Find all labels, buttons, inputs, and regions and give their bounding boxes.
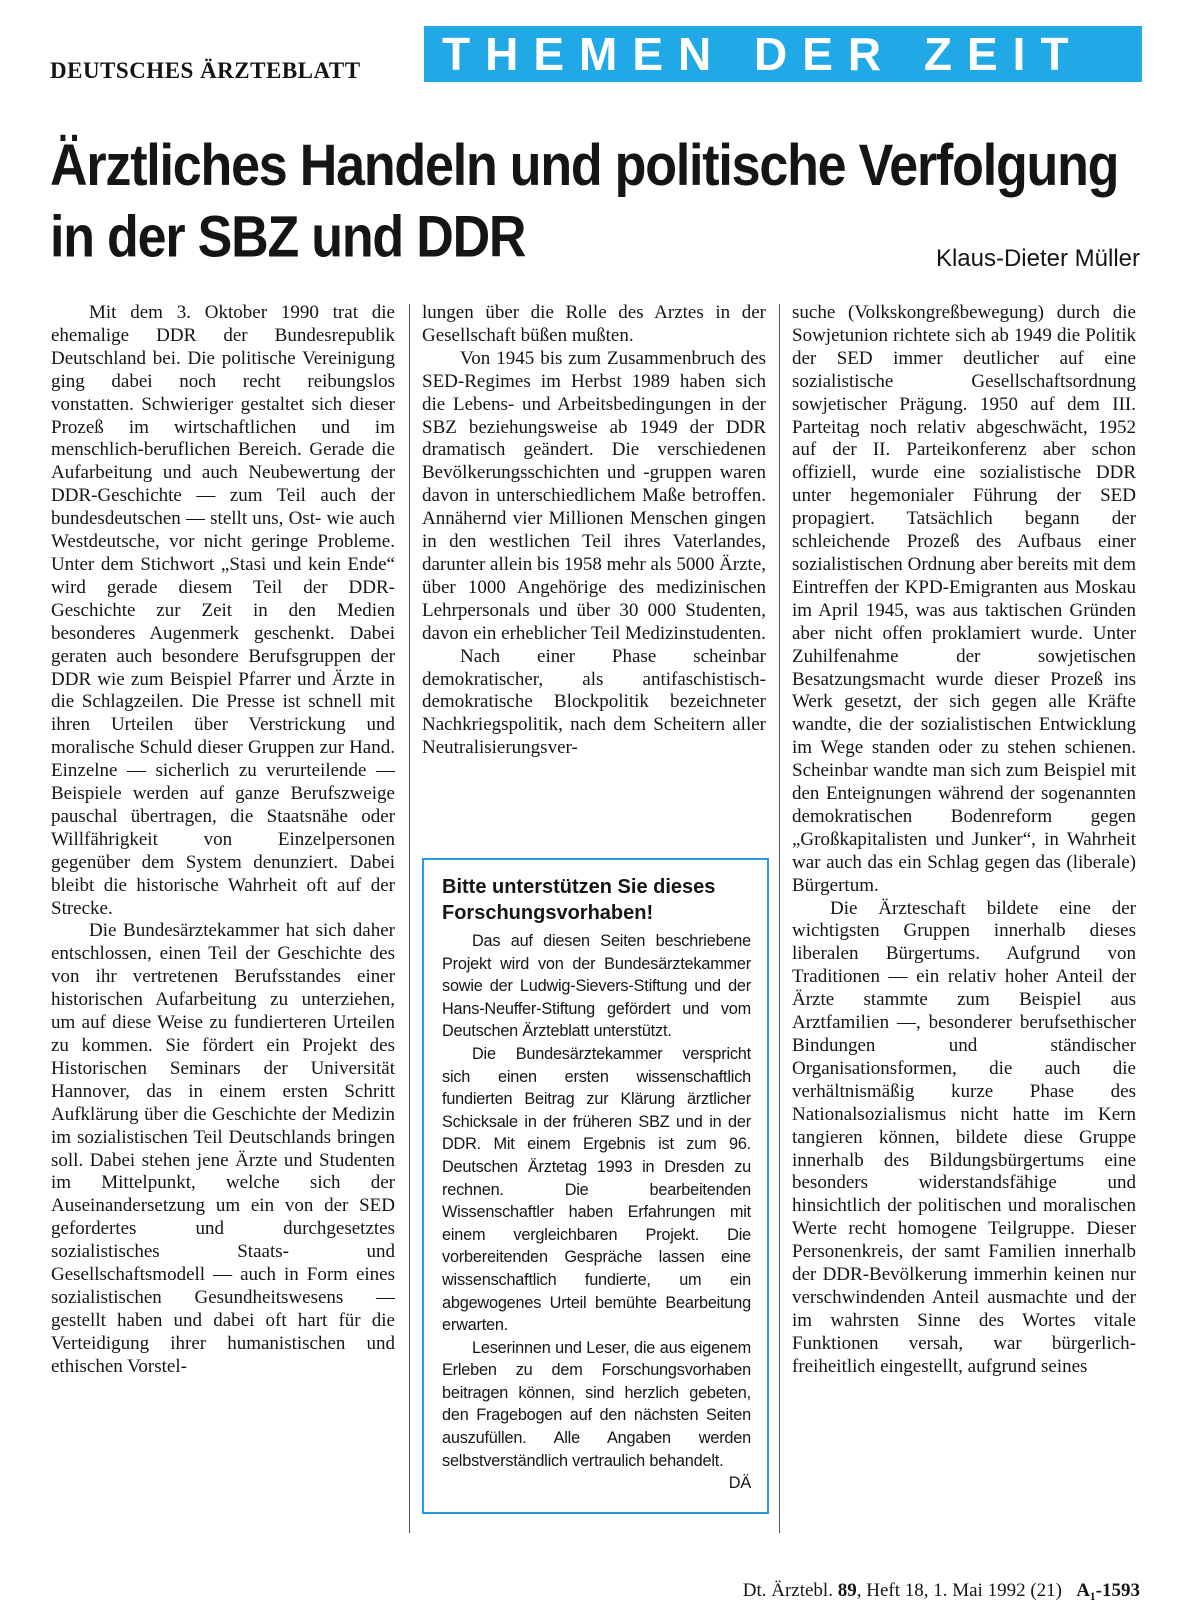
footer-journal: Dt. Ärztebl. [742,1580,833,1601]
paragraph: Mit dem 3. Oktober 1990 trat die ehemalige DDR der Bundesrepublik Deutschland bei. Die politische Vereinigung ging dabei noch recht reibungslos vonstatten. Schwieriger gestaltet sich dieser Prozeß im wirtschaftlichen und im menschlich-beruflichen Bereich. Gerade die Aufarbeitung und auch Neubewertung der DDR-Geschichte — zum Teil auch der bundesdeutschen — stellt uns, Ost- wie auch Westdeutsche, vor nicht geringe Probleme. Unter dem Stichwort „Stasi und kein Ende“ wird gerade diesem Teil der DDR-Geschichte zur Zeit in den Medien besonderes Augenmerk geschenkt. Dabei geraten auch besondere Berufsgruppen der DDR wie zum Beispiel Pfarrer und Ärzte in die Schlagzeilen. Die Presse ist schnell mit ihren Urteilen über Verstrickung und moralische Schuld dieser Gruppen zur Hand. Einzelne — sicherlich zu verurteilende — Beispiele werden auf ganze Berufszweige pauschal übertragen, die Staatsnähe oder Willfährigkeit von Einzelpersonen gegenüber dem System denunziert. Dabei bleibt die historische Wahrheit oft auf der Strecke. [51,302,395,919]
info-box-paragraph [442,1337,751,1493]
journal-name: DEUTSCHES ÄRZTEBLATT [50,58,361,83]
paragraph: lungen über die Rolle des Arztes in der Gesellschaft büßen mußten. [422,302,766,346]
section-banner: THEMEN DER ZEIT [424,26,1142,82]
footer-issue: , Heft 18, 1. Mai 1992 (21) [856,1580,1062,1601]
info-box-paragraph: Die Bundesärztekammer verspricht sich einen ersten wissenschaftlich fundierten Beitrag zur Klärung ärztlicher Schicksale in der früheren SBZ und in der DDR. Mit einem Ergebnis ist zum 96. Deutschen Ärztetag 1993 in Dresden zu rechnen. Die bearbeitenden Wissenschaftler haben Erfahrungen mit einem vergleichbaren Projekt. Die vorbereitenden Gespräche lassen eine wissenschaftlich fundierte, um ein abgewogenes Urteil bemühte Bearbeitung erwarten. [442,1044,751,1335]
paragraph: Die Bundesärztekammer hat sich daher entschlossen, einen Teil der Geschichte des von ihr vertretenen Berufsstandes einer historischen Aufarbeitung zu unterziehen, um auf diese Weise zu fundierteren Urteilen zu kommen. Sie fördert ein Projekt des Historischen Seminars der Universität Hannover, das in einem ersten Schritt Aufklärung über die Geschichte der Medizin im sozialistischen Teil Deutschlands bringen soll. Dabei stehen jene Ärzte und Studenten im Mittelpunkt, welche sich der Auseinandersetzung um ein von der SED gefordertes und durchgesetztes sozialistisches Staats- und Gesellschaftsmodell — auch in Form eines sozialistischen Gesundheitswesens — gestellt haben und dabei oft hart für die Verteidigung ihrer humanistischen und ethischen Vorstel- [51,920,395,1377]
info-box [422,858,769,1514]
paragraph: Von 1945 bis zum Zusammenbruch des SED-Regimes im Herbst 1989 haben sich die Lebens- und Arbeitsbedingungen in der SBZ beziehungsweise ab 1949 der DDR dramatisch geändert. Die verschiedenen Bevölkerungsschichten und -gruppen waren davon in unterschiedlichem Maße betroffen. Annähernd vier Millionen Menschen gingen in den westlichen Teil ihres Vaterlandes, darunter allein bis 1958 mehr als 5000 Ärzte, über 1000 Angehörige des medizinischen Lehrpersonals und über 30 000 Studenten, davon ein erheblicher Teil Medizinstudenten. [422,347,766,644]
paragraph: Nach einer Phase scheinbar demokratischer, als antifaschistisch-demokratische Blockpolitik bezeichneter Nachkriegspolitik, nach dem Scheitern aller Neutralisierungsver- [422,645,766,759]
paragraph: Die Ärzteschaft bildete eine der wichtigsten Gruppen innerhalb dieses liberalen Bürgertums. Aufgrund von Traditionen — ein relativ hoher Anteil der Ärzte stammte zum Beispiel aus Arztfamilien —, besonderer berufsethischer Bindungen und ständischer Organisationsformen, die auch die verhältnismäßig kurze Phase des Nationalsozialismus nicht hatte im Kern tangieren können, bildete diese Gruppe innerhalb des Bildungsbürgertums eine besonders widerstandsfähige und hinsichtlich der politischen und moralischen Werte recht homogene Teilgruppe. Dieser Personenkreis, der samt Familien innerhalb der DDR-Bevölkerung immerhin keinen nur verschwindenden Anteil ausmachte und der im wahrsten Sinne des Wortes vitale Funktionen versah, war bürgerlich-freiheitlich eingestellt, aufgrund seines [792,897,1136,1377]
article-column-2 [422,302,766,827]
info-box-paragraph: Das auf diesen Seiten beschriebene Projekt wird von der Bundesärztekammer sowie der Ludwig-Sievers-Stiftung und der Hans-Neuffer-Stiftung gefördert und vom Deutschen Ärzteblatt unterstützt. [442,932,751,1041]
article-title: Ärztliches Handeln und politische Verfolgung in der SBZ und DDR [50,133,1119,270]
paragraph: suche (Volkskongreßbewegung) durch die Sowjetunion richtete sich ab 1949 die Politik der SED immer deutlicher auf eine sozialistische Gesellschaftsordnung sowjetischer Prägung. 1950 auf dem III. Parteitag noch relativ abgeschwächt, 1952 auf der II. Parteikonferenz aber schon offiziell, wurde eine sozialistische DDR unter hegemonialer Führung der SED propagiert. Tatsächlich begann der schleichende Prozeß des Aufbaus einer sozialistischen Ordnung aber bereits mit dem Eintreffen der KPD-Emigranten aus Moskau im April 1945, was aus taktischen Gründen aber nicht offen proklamiert wurde. Unter Zuhilfenahme der sowjetischen Besatzungsmacht wurde dieser Prozeß ins Werk gesetzt, der sich gegen alle Kräfte wandte, die der sozialistischen Entwicklung im Wege standen oder zu stehen schienen. Scheinbar wandte man sich zum Beispiel mit den Enteignungen während der sogenannten demokratischen Bodenreform gegen „Großkapitalisten und Junker“, in Wahrheit war auch das ein Schlag gegen das (liberale) Bürgertum. [792,302,1136,896]
article-column-1 [51,302,395,1535]
page-footer [743,1580,1140,1602]
article-author: Klaus-Dieter Müller [935,245,1140,272]
info-box-title: Bitte unterstützen Sie dieses Forschungsvorhaben! [442,876,716,924]
page-number: A₁-1593 [1076,1580,1140,1601]
info-box-text: Leserinnen und Leser, die aus eigenem Erleben zu dem Forschungsvorhaben beitragen können, sind herzlich gebeten, den Fragebogen auf den nächsten Seiten auszufüllen. Alle Angaben werden selbstverständlich vertraulich behandelt. [442,1338,751,1470]
column-divider [409,304,410,1533]
article-column-3 [792,302,1136,1535]
column-divider [779,304,780,1533]
info-box-signature: DÄ [728,1474,751,1493]
footer-volume: 89 [837,1580,857,1601]
